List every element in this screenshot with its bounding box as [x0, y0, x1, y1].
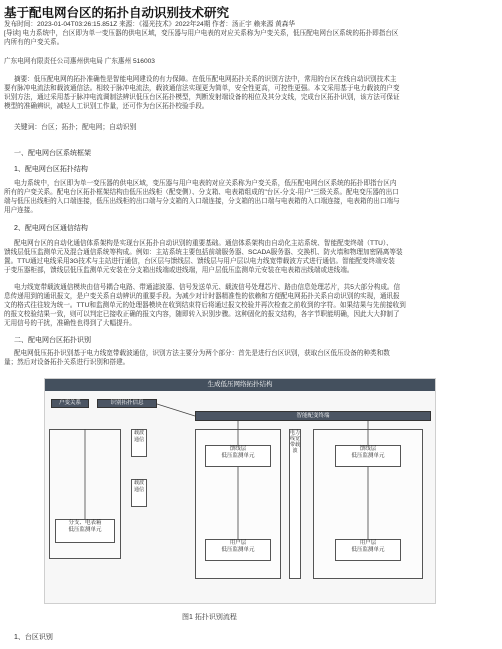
para1-line-4: 用户连接。	[4, 207, 37, 214]
para2-line-3: 置。TTU通过电线采用3G技术与主站进行通信，台区层与馈线层、馈线层与用户层以电力线宽带载波方式进行通信。智能配变终端安装	[4, 258, 395, 265]
para3-line-1: 电力线宽带载波通信模块由信号耦合电路、带通滤波器、信号发送单元、载波信号处理芯片、路由信息处理芯片，共5大部分构成。信	[14, 284, 401, 291]
abstract-line-1: 摘要：低压配电网的拓扑准确性是智能电网建设的有力保障。在低压配电网拓扑关系的识别方法中，常用的台区在线自动识别技术主	[14, 76, 397, 83]
figure-box-user-mid: 用户层 低压监测单元	[205, 539, 271, 561]
para4-line-2: 量；然后对设备拓扑关系进行识别和搭建。	[4, 359, 130, 366]
abstract-line-4: 模型的准确辨识，减轻人工识别工作量，还可作为台区拓扑校验手段。	[4, 103, 209, 110]
figure-label-plc: 电力线宽带载波	[289, 429, 301, 579]
figure-label-carrier-2: 载波 通信	[131, 479, 147, 507]
figure-box-identify: 识别拓扑信息	[97, 399, 157, 408]
figure-caption: 图1 拓扑识别流程	[182, 614, 237, 621]
subsection-heading-1-1: 1、配电网台区拓扑结构	[14, 166, 88, 173]
figure-label-carrier-1: 载波 通信	[131, 429, 147, 457]
para3-line-3: 文的格式往往较为统一。TTU和监测单元的处理器模块在收到结束符后将通过报文校验并再次检查之前收到的字符。如果结果与先前接收到	[4, 302, 406, 309]
para3-line-5: 无用信号的干扰，准确性也得到了大幅提升。	[4, 320, 136, 327]
figure-box-relation: 户变关系	[51, 399, 89, 408]
para2-line-2: 馈线层低压监测单元及混合通信系统等构成。例如：主站系统主要包括前端服务器、SCADA服务器、交换机、防火墙和物理加密隔离等装	[4, 249, 403, 256]
para1-line-2: 所有的户变关系。配电台区拓扑框架结构由低压出线柜（配变侧）、分支箱、电表箱组成的"台区-分支-用户"三级关系。配电变压器的出口	[4, 189, 399, 196]
figure-connector-lines	[45, 379, 435, 603]
para4-line-1: 配电网低压拓扑识别基于电力线宽带载波通信，识别方法主要分为两个部分：首先是进行台区识别，获取台区低压设备的种类和数	[14, 350, 390, 357]
figure-box-feeder-right: 馈线层 低压监测单元	[335, 445, 401, 467]
abstract-line-2: 要有脉冲电流法和载波通信法。相较于脉冲电流法，载波通信法实现更为简单，安全性更高，可控性更强。本文采用基于电力载波的户变	[4, 85, 400, 92]
figure-top-banner: 生成低压网络拓扑结构	[45, 379, 435, 391]
section-heading-1: 一、配电网台区系统框架	[14, 150, 91, 157]
guide-line-1: [导读] 电力系统中，台区即为单一变压器的供电区域，变压器与用户电表的对应关系称为户变关系，低压配电网台区系统的拓扑即指台区	[4, 30, 399, 37]
section-heading-2: 二、配电网台区拓扑识别	[14, 337, 91, 344]
affiliation: 广东电网有限责任公司惠州供电局 广东惠州 516003	[4, 58, 155, 65]
figure-box-feeder-mid: 馈线层 低压监测单元	[205, 445, 271, 467]
guide-line-2: 内所有的户变关系。	[4, 39, 64, 46]
para3-line-2: 息传递用到的通讯报文，是户变关系自动辨识的重要手段。为减少对计时器精准性的依赖和方便配电网拓扑关系自动识别的实现，通讯报	[4, 293, 400, 300]
subsection-heading-2-1: 1、台区识别	[14, 634, 53, 641]
figure-box-user-right: 用户层 低压监测单元	[335, 539, 401, 561]
para1-line-1: 电力系统中，台区即为单一变压器的供电区域，变压器与用户电表的对应关系称为户变关系，低压配电网台区系统的拓扑即指台区内	[14, 180, 397, 187]
meta-line: 发布时间：2023-01-04T03:26:15.851Z 来源：《福光技术》2022年24期 作者：汤正宇 赖来源 黄森华	[4, 21, 295, 28]
page-title: 基于配电网台区的拓扑自动识别技术研究	[4, 6, 230, 20]
subsection-heading-1-2: 2、配电网台区通信结构	[14, 225, 88, 232]
para2-line-1: 配电网台区的自动化通信体系架构是实现台区拓扑自动识别的重要基础。通信体系架构由自动化主站系统、智能配变终端（TTU）、	[14, 240, 393, 247]
figure-box-branch-meter: 分支、电表箱 低压监测单元	[55, 519, 115, 543]
keywords: 关键词：台区；拓扑；配电网；自动识别	[14, 124, 137, 131]
para2-line-4: 于变压器柜部，馈线层低压监测单元安装在分支箱出线端或进线端，用户层低压监测单元安装在电表箱出线端或进线端。	[4, 267, 354, 274]
figure-box-ttu: 智能配变终端	[195, 411, 431, 421]
topology-flow-figure	[44, 378, 436, 604]
para3-line-4: 的报文校验结果一致，则可以判定已接收正确的报文内容，随即转入识别步骤。这种固化的报文结构，各字节职能明确，因此大大抑制了	[4, 311, 400, 318]
para1-line-3: 端与低压出线柜的入口端连接，低压出线柜的出口端与分支箱的入口端连接，分支箱的出口端与电表箱的入口端连接，电表箱的出口端与	[4, 198, 400, 205]
abstract-line-3: 识别方法，通过采用基于脉冲电流调制法辨识低压台区拓扑模型，判断发射端设备的相位及其分支线，完成台区拓扑识别，该方法可保证	[4, 94, 400, 101]
